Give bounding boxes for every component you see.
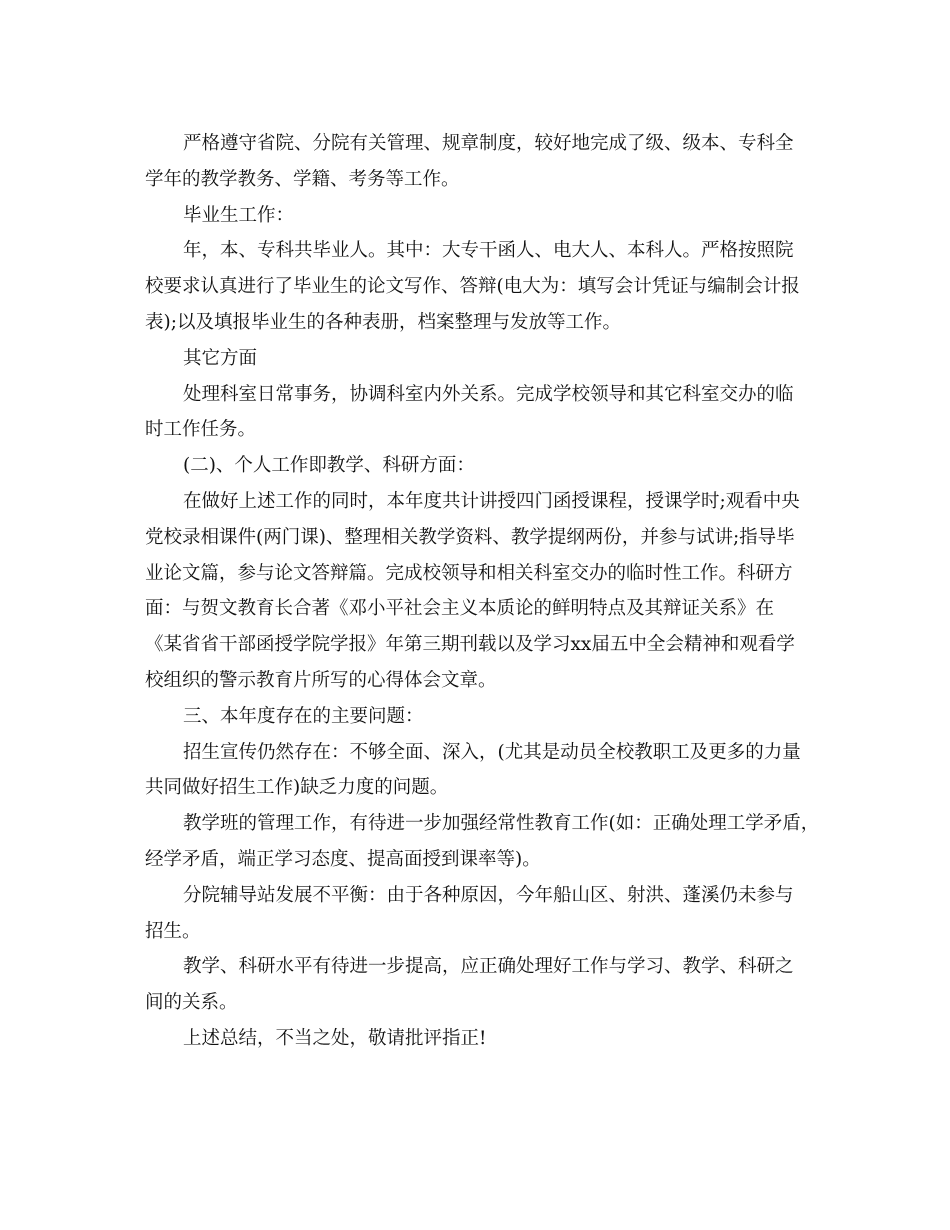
text-line: 教学班的管理工作，有待进一步加强经常性教育工作(如：正确处理工学矛盾， xyxy=(183,813,820,835)
text-line: 在做好上述工作的同时，本年度共计讲授四门函授课程，授课学时;观看中央 xyxy=(183,490,800,512)
text-line: 经学矛盾，端正学习态度、提高面授到课率等)。 xyxy=(145,848,541,870)
text-line: 党校录相课件(两门课)、整理相关教学资料、教学提纲两份，并参与试讲;指导毕 xyxy=(145,526,795,548)
section-heading: 毕业生工作： xyxy=(183,204,295,226)
text-line: 招生。 xyxy=(145,920,201,942)
text-line: 处理科室日常事务，协调科室内外关系。完成学校领导和其它科室交办的临 xyxy=(183,383,794,405)
text-line: 教学、科研水平有待进一步提高，应正确处理好工作与学习、教学、科研之 xyxy=(183,956,794,978)
text-line: 招生宣传仍然存在：不够全面、深入，(尤其是动员全校教职工及更多的力量 xyxy=(183,741,801,763)
text-line: 学年的教学教务、学籍、考务等工作。 xyxy=(145,168,460,190)
text-line: 年，本、专科共毕业人。其中：大专干函人、电大人、本科人。严格按照院 xyxy=(183,240,794,262)
text-line: 《某省省干部函授学院学报》年第三期刊载以及学习xx届五中全会精神和观看学 xyxy=(145,634,795,656)
document-body xyxy=(145,126,827,1057)
text-line: 表);以及填报毕业生的各种表册，档案整理与发放等工作。 xyxy=(145,311,621,333)
text-line: 分院辅导站发展不平衡：由于各种原因，今年船山区、射洪、蓬溪仍未参与 xyxy=(183,884,794,906)
text-line: 间的关系。 xyxy=(145,992,238,1014)
text-line: 严格遵守省院、分院有关管理、规章制度，较好地完成了级、级本、专科全 xyxy=(183,133,794,154)
closing-line: 上述总结，不当之处，敬请批评指正! xyxy=(183,1027,487,1049)
section-heading: (二)、个人工作即教学、科研方面： xyxy=(183,455,475,477)
text-line: 面：与贺文教育长合著《邓小平社会主义本质论的鲜明特点及其辩证关系》在 xyxy=(145,598,775,620)
text-line: 共同做好招生工作)缺乏力度的问题。 xyxy=(145,777,449,799)
text-line: 时工作任务。 xyxy=(145,419,257,441)
section-heading: 其它方面 xyxy=(183,347,258,369)
section-heading: 三、本年度存在的主要问题： xyxy=(183,705,424,727)
text-line: 校组织的警示教育片所写的心得体会文章。 xyxy=(145,669,497,691)
text-line: 校要求认真进行了毕业生的论文写作、答辩(电大为：填写会计凭证与编制会计报 xyxy=(145,276,800,298)
text-line: 业论文篇，参与论文答辩篇。完成校领导和相关科室交办的临时性工作。科研方 xyxy=(145,562,793,584)
